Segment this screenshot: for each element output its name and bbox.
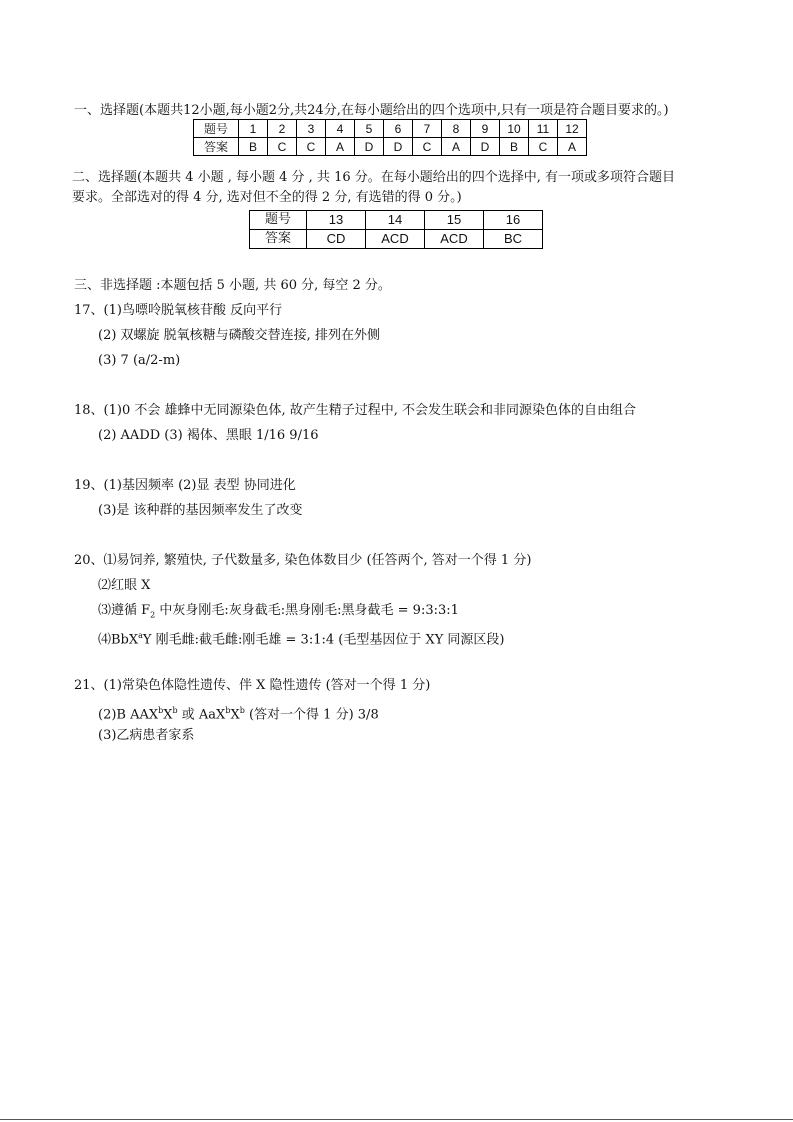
q17-line3: (3) 7 (a/2-m) bbox=[98, 353, 181, 368]
answer-cell: C bbox=[413, 138, 442, 156]
q19-line2: (3)是 该种群的基因频率发生了改变 bbox=[98, 503, 303, 518]
q21-line2-a: (2)B AAX bbox=[98, 707, 159, 723]
answer-cell: ACD bbox=[366, 230, 425, 249]
answer-cell: C bbox=[297, 138, 326, 156]
question-number: 13 bbox=[307, 211, 366, 230]
q17-line2: (2) 双螺旋 脱氧核糖与磷酸交替连接, 排列在外侧 bbox=[98, 328, 380, 343]
q20-line3-b: 中灰身刚毛:灰身截毛:黑身刚毛:黑身截毛 = 9:3:3:1 bbox=[155, 603, 459, 618]
q21-line2-e: (答对一个得 1 分) 3/8 bbox=[244, 707, 379, 723]
q21-line2-c: 或 AaX bbox=[177, 707, 226, 723]
q21-line1: 21、(1)常染色体隐性遗传、伴 X 隐性遗传 (答对一个得 1 分) bbox=[74, 678, 431, 693]
question-number: 15 bbox=[425, 211, 484, 230]
row-label-question: 题号 bbox=[250, 211, 307, 230]
answer-cell: ACD bbox=[425, 230, 484, 249]
q21-line2 bbox=[98, 703, 379, 723]
question-number: 9 bbox=[471, 120, 500, 138]
q21-line2-d: X bbox=[230, 707, 240, 723]
question-number: 7 bbox=[413, 120, 442, 138]
answer-cell: B bbox=[239, 138, 268, 156]
answer-cell: D bbox=[384, 138, 413, 156]
row-label-question: 题号 bbox=[194, 120, 239, 138]
answer-cell: C bbox=[529, 138, 558, 156]
q19-line1: 19、(1)基因频率 (2)显 表型 协同进化 bbox=[74, 478, 296, 493]
page-bottom-rule bbox=[0, 1119, 793, 1120]
q21-line2-s3: b bbox=[225, 706, 231, 715]
q21-line2-s2: b bbox=[172, 706, 178, 715]
answer-table-1 bbox=[193, 119, 587, 156]
answer-cell: CD bbox=[307, 230, 366, 249]
answer-cell: BC bbox=[484, 230, 543, 249]
q20-line4-a: ⑷BbX bbox=[98, 632, 139, 648]
question-number: 3 bbox=[297, 120, 326, 138]
q20-line2: ⑵红眼 X bbox=[98, 578, 151, 593]
table-row-answers bbox=[250, 230, 543, 249]
q21-line2-b: X bbox=[163, 707, 173, 723]
q20-line3-a: ⑶遵循 F bbox=[98, 603, 151, 618]
question-number: 4 bbox=[326, 120, 355, 138]
q20-line4-sup: a bbox=[138, 631, 143, 640]
q20-line3 bbox=[98, 603, 459, 624]
question-number: 5 bbox=[355, 120, 384, 138]
q18-line1: 18、(1)0 不会 雄蜂中无同源染色体, 故产生精子过程中, 不会发生联会和非同源染色体的自由组合 bbox=[74, 403, 637, 418]
question-number: 11 bbox=[529, 120, 558, 138]
question-number: 12 bbox=[558, 120, 587, 138]
question-number: 10 bbox=[500, 120, 529, 138]
answer-cell: C bbox=[268, 138, 297, 156]
section3-header: 三、非选择题 :本题包括 5 小题, 共 60 分, 每空 2 分。 bbox=[74, 278, 391, 293]
answer-cell: A bbox=[326, 138, 355, 156]
answer-cell: D bbox=[355, 138, 384, 156]
answer-cell: D bbox=[471, 138, 500, 156]
table-row-answers bbox=[194, 138, 587, 156]
q20-line1: 20、⑴易饲养, 繁殖快, 子代数量多, 染色体数目少 (任答两个, 答对一个得 1 分) bbox=[74, 553, 532, 568]
q21-line2-s4: b bbox=[239, 706, 245, 715]
q20-line3-sub: 2 bbox=[150, 610, 156, 620]
answer-cell: B bbox=[500, 138, 529, 156]
section1-header: 一、选择题(本题共12小题,每小题2分,共24分,在每小题给出的四个选项中,只有一项是符合题目要求的。) bbox=[74, 103, 669, 118]
table-row-numbers bbox=[250, 211, 543, 230]
answer-table-2 bbox=[249, 210, 543, 249]
answer-cell: A bbox=[558, 138, 587, 156]
row-label-answer: 答案 bbox=[194, 138, 239, 156]
q18-line2: (2) AADD (3) 褐体、黑眼 1/16 9/16 bbox=[98, 428, 319, 443]
question-number: 16 bbox=[484, 211, 543, 230]
q21-line2-s1: b bbox=[158, 706, 164, 715]
q20-line4 bbox=[98, 628, 505, 648]
q17-line1: 17、(1)鸟嘌呤脱氧核苷酸 反向平行 bbox=[74, 303, 283, 318]
table-row-numbers bbox=[194, 120, 587, 138]
question-number: 1 bbox=[239, 120, 268, 138]
question-number: 2 bbox=[268, 120, 297, 138]
section2-header-line2: 要求。全部选对的得 4 分, 选对但不全的得 2 分, 有选错的得 0 分。) bbox=[72, 190, 462, 205]
q21-line3: (3)乙病患者家系 bbox=[98, 728, 195, 743]
answer-cell: A bbox=[442, 138, 471, 156]
q20-line4-b: Y 刚毛雌:截毛雌:刚毛雄 = 3:1:4 (毛型基因位于 XY 同源区段) bbox=[142, 632, 505, 648]
section2-header-line1: 二、选择题(本题共 4 小题 , 每小题 4 分 , 共 16 分。在每小题给出的四个选择中, 有一项或多项符合题目 bbox=[72, 170, 676, 185]
question-number: 6 bbox=[384, 120, 413, 138]
question-number: 14 bbox=[366, 211, 425, 230]
question-number: 8 bbox=[442, 120, 471, 138]
row-label-answer: 答案 bbox=[250, 230, 307, 249]
